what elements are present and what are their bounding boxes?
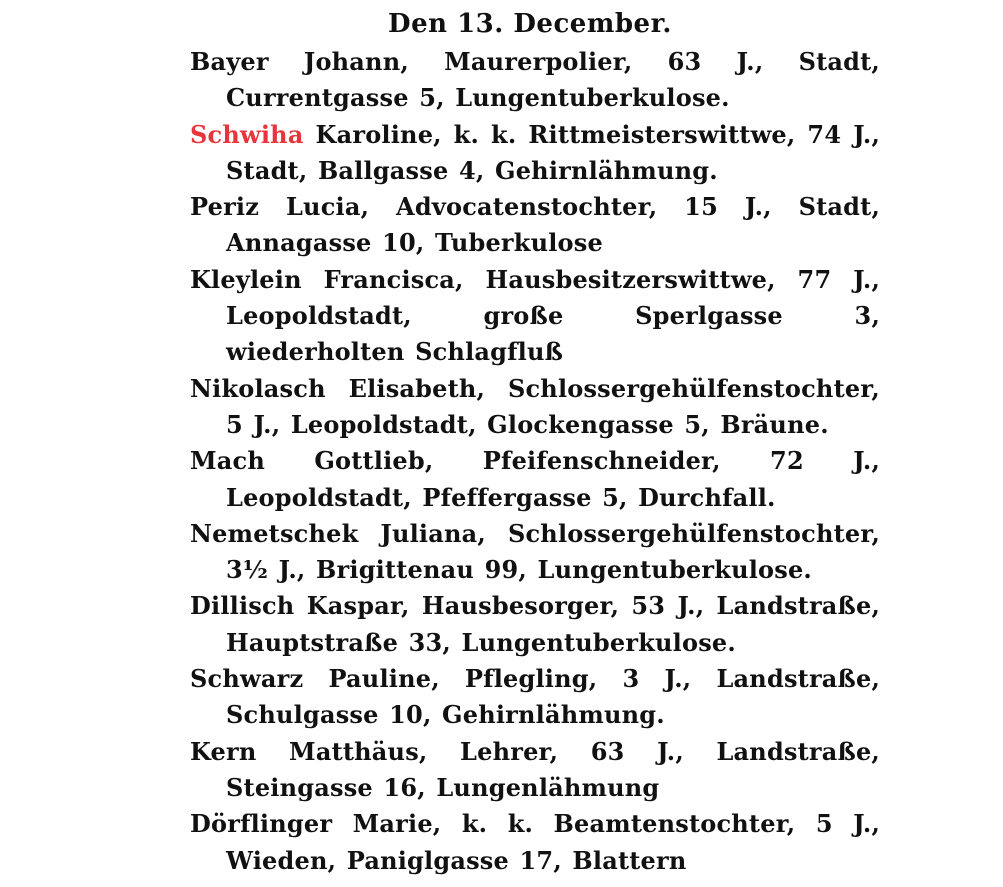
register-entry [190, 117, 880, 190]
entry-details: Lehrer, 63 J., Landstraße, Steingasse 16, Lungenlähmung [226, 736, 880, 802]
register-entry [190, 262, 880, 371]
entry-name: Dörflinger Marie, [190, 809, 442, 839]
register-entry [190, 443, 880, 516]
register-entry [190, 516, 880, 589]
entry-name: Bayer Johann, [190, 47, 409, 76]
entry-name: Periz Lucia, [190, 192, 370, 222]
entry-name: Mach Gottlieb, [190, 446, 434, 476]
register-entry [190, 44, 880, 117]
entry-details: Schlossergehülfenstochter, 5 J., Leopoldstadt, Glockengasse 5, Bräune. [226, 373, 880, 439]
entry-details: Pfeifenschneider, 72 J., Leopoldstadt, Pfeffergasse 5, Durchfall. [226, 446, 881, 512]
entry-name: Kern Matthäus, [190, 736, 428, 766]
entry-name-highlighted: Schwiha [190, 119, 304, 149]
register-entry [190, 661, 880, 734]
entry-name: Schwarz Pauline, [190, 664, 440, 694]
entry-details: Hausbesitzerswittwe, 77 J., Leopoldstadt, große Sperlgasse 3, wiederholten Schlagfluß [226, 264, 881, 367]
entry-details: Hausbesorger, 53 J., Landstraße, Hauptstraße 33, Lungentuberkulose. [226, 591, 880, 657]
entry-name: Nikolasch Elisabeth, [190, 373, 486, 403]
entry-details: Schlossergehülfenstochter, 3½ J., Brigittenau 99, Lungentuberkulose. [226, 518, 880, 585]
register-entry [190, 734, 880, 807]
entry-details: Karoline, k. k. Rittmeisterswittwe, 74 J., Stadt, Ballgasse 4, Gehirnlähmung. [226, 119, 880, 185]
register-entry [190, 588, 880, 661]
register-entry [190, 806, 880, 879]
entry-details: Pflegling, 3 J., Landstraße, Schulgasse 10, Gehirnlähmung. [226, 664, 880, 730]
entry-details: Advocatenstochter, 15 J., Stadt, Annagasse 10, Tuberkulose [226, 192, 880, 258]
death-register-list [190, 44, 880, 879]
register-entry [190, 189, 880, 262]
entry-name: Dillisch Kaspar, [190, 591, 410, 621]
entry-name: Nemetschek Juliana, [190, 518, 486, 548]
register-entry [190, 371, 880, 444]
page-heading: Den 13. December. [388, 9, 672, 39]
entry-details: Maurerpolier, 63 J., Stadt, Currentgasse 5, Lungentuberkulose. [226, 47, 880, 113]
entry-details: k. k. Beamtenstochter, 5 J., Wieden, Paniglgasse 17, Blattern [226, 809, 880, 875]
entry-name: Kleylein Francisca, [190, 264, 464, 294]
